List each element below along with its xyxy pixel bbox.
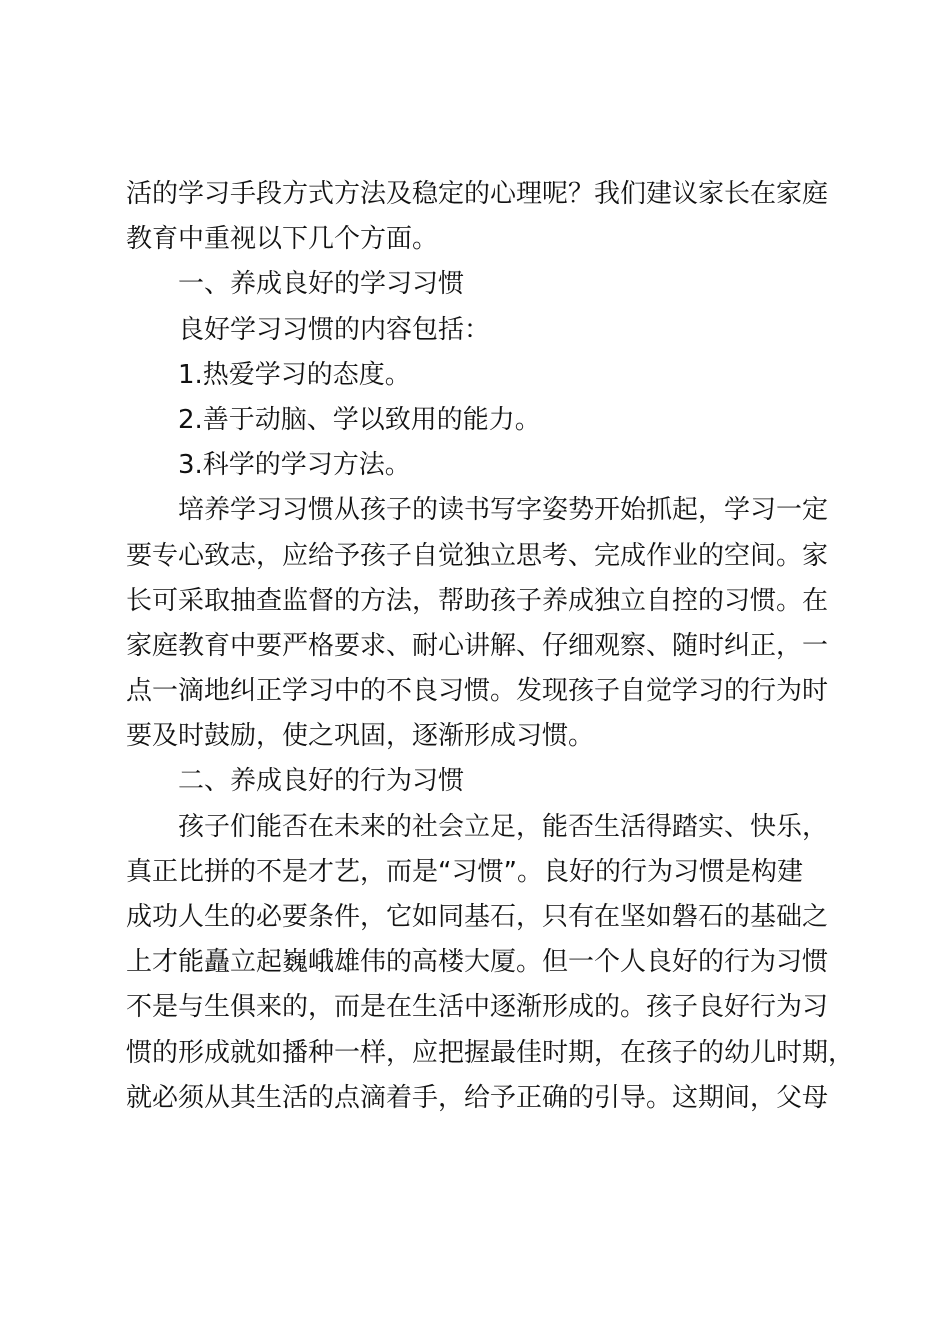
text-line: 就必须从其生活的点滴着手，给予正确的引导。这期间，父母 bbox=[126, 1082, 829, 1113]
text-line: 活的学习手段方式方法及稳定的心理呢？我们建议家长在家庭 bbox=[126, 179, 829, 209]
text-line: 长可采取抽查监督的方法，帮助孩子养成独立自控的习惯。在 bbox=[126, 585, 829, 616]
text-line: 真正比拼的不是才艺，而是“习惯”。良好的行为习惯是构建 bbox=[126, 856, 803, 887]
text-line: 3.科学的学习方法。 bbox=[178, 450, 411, 481]
text-line: 点一滴地纠正学习中的不良习惯。发现孩子自觉学习的行为时 bbox=[126, 676, 829, 707]
text-line: 二、养成良好的行为习惯 bbox=[178, 766, 465, 797]
text-line: 一、养成良好的学习习惯 bbox=[178, 269, 465, 300]
document-body bbox=[126, 172, 855, 1121]
text-line: 要专心致志，应给予孩子自觉独立思考、完成作业的空间。家 bbox=[126, 540, 829, 571]
text-line: 教育中重视以下几个方面。 bbox=[126, 224, 439, 255]
text-line: 2.善于动脑、学以致用的能力。 bbox=[178, 404, 541, 435]
text-line: 良好学习习惯的内容包括： bbox=[178, 314, 491, 345]
text-line: 成功人生的必要条件，它如同基石，只有在坚如磐石的基础之 bbox=[126, 902, 829, 932]
text-line: 惯的形成就如播种一样，应把握最佳时期，在孩子的幼儿时期， bbox=[126, 1037, 855, 1068]
text-line: 不是与生俱来的，而是在生活中逐渐形成的。孩子良好行为习 bbox=[126, 992, 829, 1023]
text-line: 家庭教育中要严格要求、耐心讲解、仔细观察、随时纠正，一 bbox=[126, 630, 829, 661]
text-line: 孩子们能否在未来的社会立足，能否生活得踏实、快乐， bbox=[178, 811, 829, 842]
text-line: 培养学习习惯从孩子的读书写字姿势开始抓起，学习一定 bbox=[178, 495, 829, 526]
text-line: 上才能矗立起巍峨雄伟的高楼大厦。但一个人良好的行为习惯 bbox=[126, 947, 829, 978]
text-line: 要及时鼓励，使之巩固，逐渐形成习惯。 bbox=[126, 721, 595, 752]
text-line: 1.热爱学习的态度。 bbox=[178, 359, 411, 390]
